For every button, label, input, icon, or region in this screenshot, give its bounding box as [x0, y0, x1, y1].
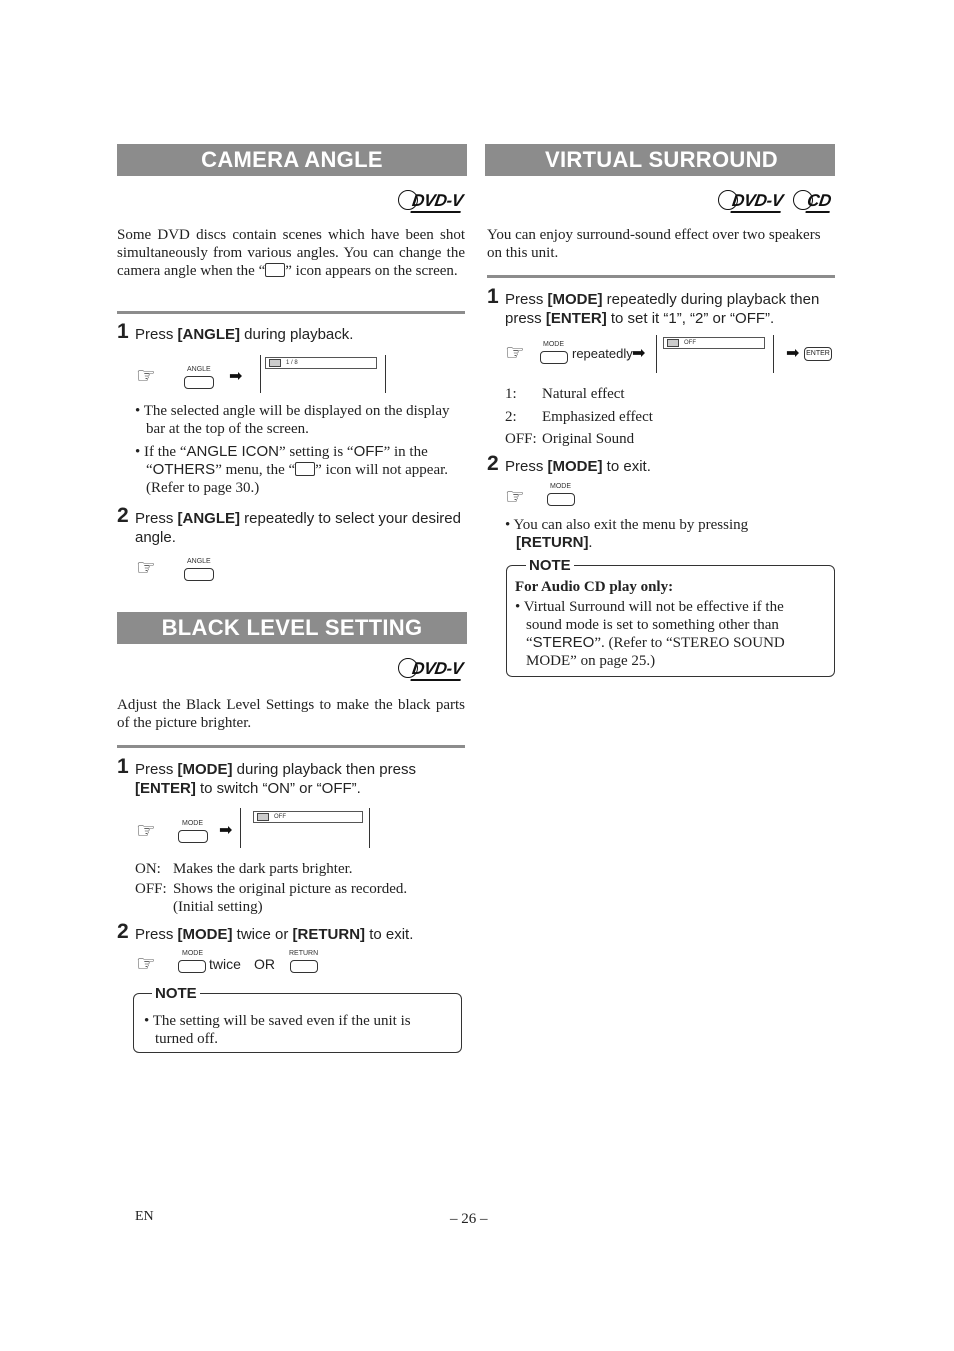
section-divider: [487, 275, 835, 278]
return-button[interactable]: [290, 960, 318, 973]
arrow-right-icon: ➡: [229, 368, 243, 385]
cd-badge: CD: [793, 190, 831, 213]
black-level-icon: [257, 813, 269, 821]
virtual-surround-title: VIRTUAL SURROUND: [545, 147, 778, 172]
mode-button-label: MODE: [182, 950, 203, 957]
option-row: ON: Makes the dark parts brighter.: [135, 861, 353, 877]
note-text: • Virtual Surround will not be effective if the sound mode is set to something other than “STEREO”. (Refer to “STEREO SOUND MODE” on page 25.): [515, 599, 785, 669]
step-instruction: Press [MODE] to exit.: [505, 458, 651, 475]
black-level-intro: Adjust the Black Level Settings to make the black parts of the picture brighter.: [117, 697, 465, 731]
list-item: • You can also exit the menu by pressing [RETURN].: [505, 517, 749, 551]
option-note: (Initial setting): [173, 899, 263, 915]
note-text: • The setting will be saved even if the unit is turned off.: [144, 1013, 411, 1047]
arrow-right-icon: ➡: [632, 345, 646, 362]
section-divider: [117, 311, 465, 314]
page-number: – 26 –: [450, 1211, 488, 1227]
enter-button[interactable]: ENTER: [804, 347, 832, 361]
repeatedly-text: repeatedly: [572, 346, 633, 361]
step-instruction: Press [MODE] during playback then press [ENTER] to switch “ON” or “OFF”.: [135, 761, 416, 797]
tv-screen: [240, 808, 370, 848]
angle-button[interactable]: [184, 376, 214, 389]
pointing-hand-icon: ☞: [136, 818, 156, 843]
arrow-right-icon: ➡: [219, 822, 233, 839]
step-instruction: Press [ANGLE] during playback.: [135, 326, 354, 343]
tv-screen: [260, 355, 386, 393]
camera-angle-banner: [117, 144, 467, 176]
display-bar: 1 / 8: [265, 357, 377, 369]
virtual-surround-banner: [485, 144, 835, 176]
step-number: 2: [487, 452, 499, 475]
note-label: NOTE: [526, 558, 574, 574]
step-instruction: Press [MODE] repeatedly during playback then press [ENTER] to set it “1”, “2” or “OFF”.: [505, 291, 820, 327]
dvd-v-badge: DVD-V: [398, 190, 462, 213]
mode-button[interactable]: [540, 351, 568, 364]
angle-icon: [269, 359, 281, 367]
dvd-v-badge: DVD-V: [718, 190, 782, 213]
mode-button-label: MODE: [182, 820, 203, 827]
step-instruction: Press [ANGLE] repeatedly to select your desired angle.: [135, 510, 461, 546]
note-label: NOTE: [152, 986, 200, 1002]
option-row: 2: Emphasized effect: [505, 409, 653, 425]
display-bar: OFF: [663, 337, 765, 349]
display-bar: OFF: [253, 811, 363, 823]
option-row: OFF: Shows the original picture as recorded.: [135, 881, 408, 897]
section-divider: [117, 745, 465, 748]
camera-icon: [265, 263, 285, 277]
step-number: 1: [117, 320, 129, 343]
step-instruction: Press [MODE] twice or [RETURN] to exit.: [135, 926, 414, 943]
angle-button-label: ANGLE: [187, 366, 211, 373]
language-code: EN: [135, 1209, 154, 1224]
step-number: 1: [487, 285, 499, 308]
option-row: 1: Natural effect: [505, 386, 625, 402]
pointing-hand-icon: ☞: [136, 951, 156, 976]
return-button-label: RETURN: [289, 950, 319, 957]
black-level-banner: [117, 612, 467, 644]
list-item: • The selected angle will be displayed on the display bar at the top of the screen.: [135, 403, 450, 437]
list-item: • If the “ANGLE ICON” setting is “OFF” in the “OTHERS” menu, the “ ” icon will not appear. (Refer to page 30.): [135, 443, 449, 496]
camera-angle-intro: Some DVD discs contain scenes which have been shot simultaneously from various angles. You can change the camera angle when the “ ” icon appears on the screen.: [117, 227, 465, 279]
pointing-hand-icon: ☞: [136, 555, 156, 580]
twice-text: twice: [209, 956, 241, 972]
mode-button-label: MODE: [550, 483, 571, 490]
step-number: 2: [117, 504, 129, 527]
or-text: OR: [254, 956, 275, 972]
angle-button[interactable]: [184, 568, 214, 581]
dvd-v-badge: DVD-V: [398, 658, 462, 681]
step-number: 1: [117, 755, 129, 778]
camera-angle-title: CAMERA ANGLE: [201, 147, 383, 172]
surround-icon: [667, 339, 679, 347]
note-heading: For Audio CD play only:: [515, 579, 674, 595]
pointing-hand-icon: ☞: [505, 340, 525, 365]
mode-button[interactable]: [178, 960, 206, 973]
arrow-right-icon: ➡: [786, 345, 800, 362]
step-number: 2: [117, 920, 129, 943]
mode-button[interactable]: [547, 493, 575, 506]
mode-button-label: MODE: [543, 341, 564, 348]
virtual-surround-intro: You can enjoy surround-sound effect over two speakers on this unit.: [487, 227, 821, 261]
black-level-title: BLACK LEVEL SETTING: [161, 615, 423, 640]
pointing-hand-icon: ☞: [505, 484, 525, 509]
angle-button-label: ANGLE: [187, 558, 211, 565]
option-row: OFF: Original Sound: [505, 431, 635, 447]
tv-screen: [656, 335, 774, 373]
mode-button[interactable]: [178, 830, 208, 843]
camera-icon: [295, 462, 315, 476]
pointing-hand-icon: ☞: [136, 363, 156, 388]
